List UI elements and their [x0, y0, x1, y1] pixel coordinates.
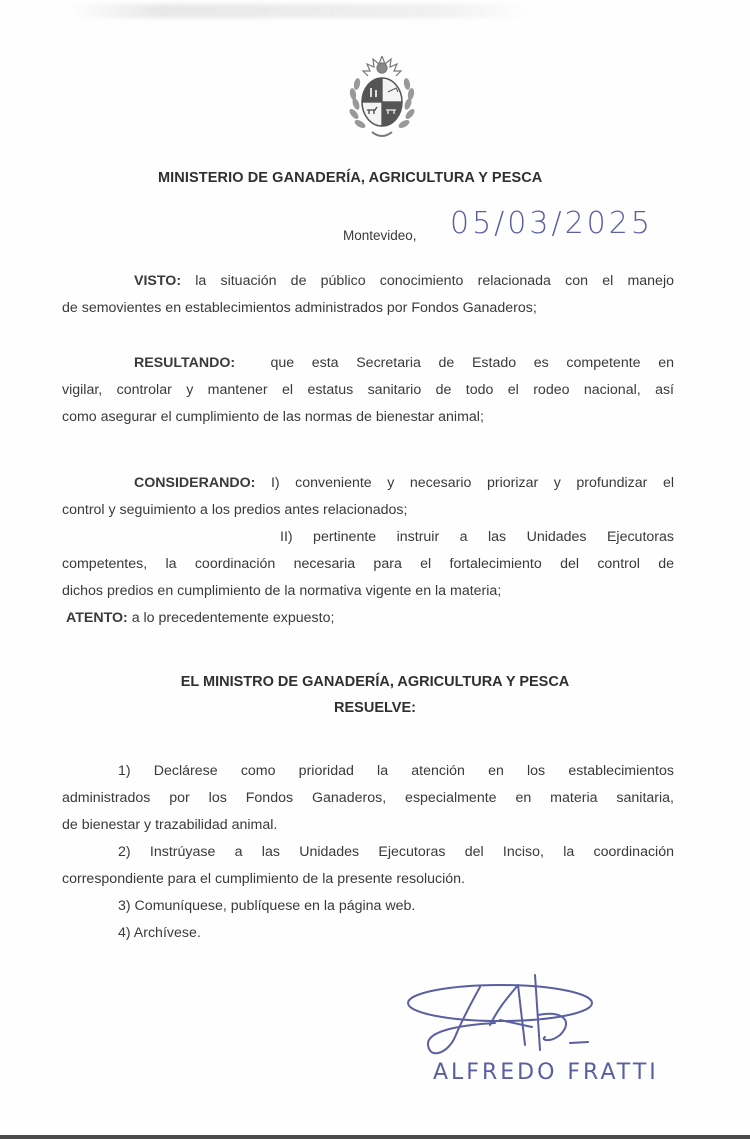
considerando-line-2: control y seguimiento a los predios antes relacionados;	[62, 502, 408, 518]
considerando-line-5: dichos predios en cumplimiento de la normativa vigente en la materia;	[62, 583, 502, 599]
resultando-paragraph	[62, 350, 674, 431]
resolution-1-line-1: 1) Declárese como prioridad la atención en los establecimientos	[118, 763, 674, 779]
ministry-header-title: MINISTERIO DE GANADERÍA, AGRICULTURA Y PESCA	[158, 170, 543, 186]
handwritten-date: 05/03/2025	[450, 206, 653, 241]
considerando-paragraph	[62, 470, 674, 632]
visto-line-2: de semovientes en establecimientos administrados por Fondos Ganaderos;	[62, 300, 537, 316]
resolution-verb: RESUELVE:	[334, 700, 416, 716]
resolution-2-line-1: 2) Instrúyase a las Unidades Ejecutoras del Inciso, la coordinación	[118, 844, 674, 860]
considerando-line-3: II) pertinente instruir a las Unidades Ejecutoras	[280, 529, 674, 545]
visto-paragraph	[62, 268, 674, 322]
considerando-label: CONSIDERANDO:	[134, 475, 256, 491]
resolution-1-line-2: administrados por los Fondos Ganaderos, especialmente en materia sanitaria,	[62, 790, 674, 806]
resultando-line-1: RESULTANDO: que esta Secretaria de Estado es competente en	[134, 355, 674, 371]
resultando-label: RESULTANDO:	[134, 355, 236, 371]
resolution-3: 3) Comuníquese, publíquese en la página web.	[118, 898, 416, 914]
uruguay-coat-of-arms-icon	[344, 52, 420, 144]
considerando-line-4: competentes, la coordinación necesaria para el fortalecimiento del control de	[62, 556, 674, 572]
place-label: Montevideo,	[343, 228, 417, 243]
considerando-line-1: CONSIDERANDO: I) conveniente y necesario priorizar y profundizar el	[134, 475, 674, 491]
resolution-4: 4) Archívese.	[118, 925, 201, 941]
visto-label: VISTO:	[134, 273, 182, 289]
atento-line: ATENTO: a lo precedentemente expuesto;	[66, 610, 335, 626]
atento-label: ATENTO:	[66, 610, 128, 626]
resultando-line-3: como asegurar el cumplimiento de las normas de bienestar animal;	[62, 409, 484, 425]
resolution-2-line-2: correspondiente para el cumplimiento de la presente resolución.	[62, 871, 465, 887]
reverse-side-bleed-through	[70, 4, 530, 18]
resolution-1-line-3: de bienestar y trazabilidad animal.	[62, 817, 278, 833]
resolution-heading: EL MINISTRO DE GANADERÍA, AGRICULTURA Y PESCA	[180, 674, 570, 690]
signatory-name: ALFREDO FRATTI	[433, 1060, 659, 1085]
visto-line-1: VISTO: la situación de público conocimiento relacionada con el manejo	[134, 273, 674, 289]
resultando-line-2: vigilar, controlar y mantener el estatus sanitario de todo el rodeo nacional, así	[62, 382, 674, 398]
resolution-list	[62, 758, 674, 947]
page-bottom-edge	[0, 1135, 750, 1139]
